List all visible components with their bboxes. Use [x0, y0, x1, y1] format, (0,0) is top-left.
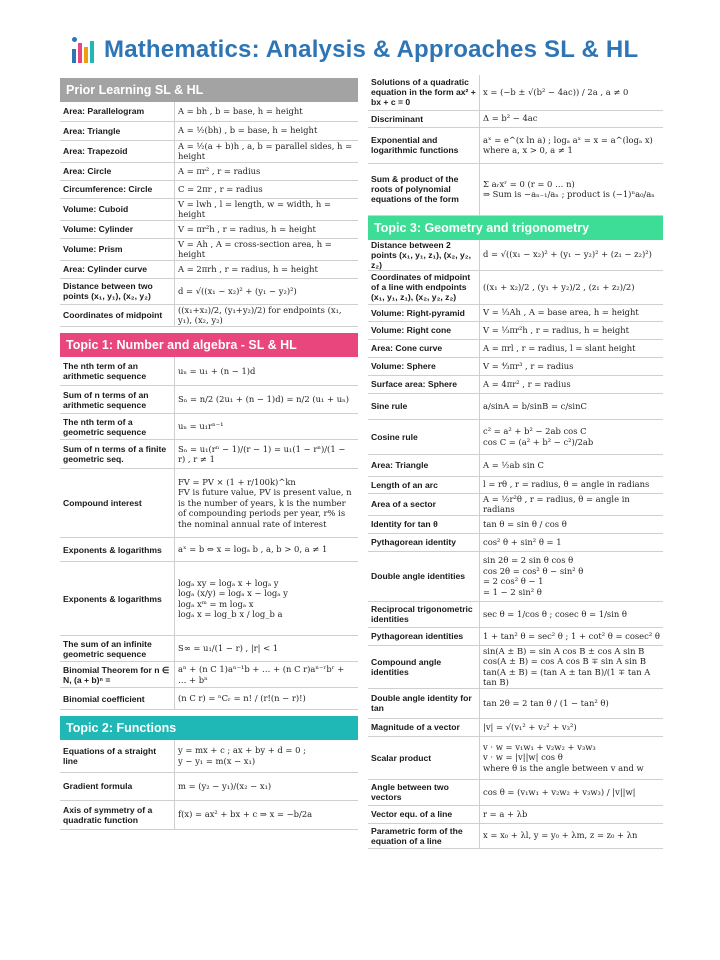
section-header-prior-learning: Prior Learning SL & HL [60, 78, 358, 102]
formula-row [368, 270, 663, 304]
formula-label: Sum of n terms of an arithmetic sequence [60, 386, 175, 414]
formula-expression: Σ aᵣxʳ = 0 (r = 0 … n) ⇒ Sum is −aₙ₋₁/aₙ ; product is (−1)ⁿa₀/aₙ [480, 163, 664, 215]
formula-label: Sine rule [368, 393, 480, 419]
formula-row [60, 772, 358, 800]
formula-row [368, 551, 663, 601]
formula-row [368, 357, 663, 375]
formula-label: Vector equ. of a line [368, 805, 480, 823]
formula-row [60, 140, 358, 162]
formula-row [368, 779, 663, 805]
formula-label: Pythagorean identity [368, 533, 480, 551]
formula-row [368, 688, 663, 718]
formula-label: Solutions of a quadratic equation in the form ax² + bx + c = 0 [368, 75, 480, 110]
document-title: Mathematics: Analysis & Approaches SL & HL [104, 36, 639, 63]
formula-expression: y = mx + c ; ax + by + d = 0 ; y − y₁ = m(x − x₁) [175, 740, 359, 772]
formula-label: Distance between two points (x₁, y₁), (x₂, y₂) [60, 278, 175, 304]
formula-expression: logₐ xy = logₐ x + logₐ y logₐ (x/y) = logₐ x − logₐ y logₐ xᵐ = m logₐ x logₐ x = log_b x / log_b a [175, 562, 359, 636]
left-column [60, 78, 358, 830]
formula-label: Exponential and logarithmic functions [368, 127, 480, 163]
formula-table-topic-2 [60, 740, 358, 830]
formula-label: Binomial coefficient [60, 688, 175, 710]
document-title-bar [72, 30, 638, 70]
formula-row [60, 357, 358, 386]
section-header-topic-3: Topic 3: Geometry and trigonometry [368, 216, 663, 240]
formula-label: Volume: Cuboid [60, 198, 175, 220]
formula-label: Coordinates of midpoint [60, 304, 175, 326]
formula-expression: A = ½(a + b)h , a, b = parallel sides, h = height [175, 140, 359, 162]
formula-row [60, 562, 358, 636]
formula-row [368, 493, 663, 515]
formula-label: Sum & product of the roots of polynomial equations of the form [368, 163, 480, 215]
formula-label: Gradient formula [60, 772, 175, 800]
formula-table-prior-learning [60, 102, 358, 327]
formula-label: Surface area: Sphere [368, 375, 480, 393]
formula-expression: f(x) = ax² + bx + c ⇒ x = −b/2a [175, 800, 359, 829]
formula-table-topic-2-continued [368, 75, 663, 216]
formula-table-topic-1 [60, 357, 358, 711]
formula-table-topic-3 [368, 240, 663, 849]
formula-expression: S∞ = u₁/(1 − r) , |r| < 1 [175, 636, 359, 662]
formula-expression: tan θ = sin θ / cos θ [480, 515, 664, 533]
formula-row [368, 533, 663, 551]
formula-label: The nth term of a geometric sequence [60, 414, 175, 440]
formula-expression: FV = PV × (1 + r/100k)^kn FV is future value, PV is present value, n is the number of years, k is the number of compounding periods per year, r% is the nominal annual rate of interest [175, 469, 359, 538]
formula-expression: Sₙ = u₁(rⁿ − 1)/(r − 1) = u₁(1 − rⁿ)/(1 − r) , r ≠ 1 [175, 440, 359, 469]
formula-row [368, 393, 663, 419]
formula-expression: aˣ = e^(x ln a) ; logₐ aˣ = x = a^(logₐ x) where a, x > 0, a ≠ 1 [480, 127, 664, 163]
formula-expression: A = ½ab sin C [480, 454, 664, 476]
formula-row [60, 414, 358, 440]
formula-label: Volume: Right cone [368, 321, 480, 339]
formula-expression: ((x₁ + x₂)/2 , (y₁ + y₂)/2 , (z₁ + z₂)/2) [480, 270, 664, 304]
formula-label: Volume: Prism [60, 238, 175, 260]
formula-row [368, 718, 663, 736]
formula-expression: l = rθ , r = radius, θ = angle in radians [480, 476, 664, 493]
formula-row [368, 375, 663, 393]
formula-expression: uₙ = u₁ + (n − 1)d [175, 357, 359, 386]
formula-row [60, 198, 358, 220]
formula-expression: r = a + λb [480, 805, 664, 823]
formula-row [368, 823, 663, 848]
formula-expression: ((x₁+x₂)/2, (y₁+y₂)/2) for endpoints (x₁, y₁), (x₂, y₂) [175, 304, 359, 326]
formula-label: Cosine rule [368, 419, 480, 454]
formula-expression: A = πrl , r = radius, l = slant height [480, 339, 664, 357]
formula-label: The sum of an infinite geometric sequence [60, 636, 175, 662]
formula-expression: V = lwh , l = length, w = width, h = height [175, 198, 359, 220]
formula-expression: A = bh , b = base, h = height [175, 102, 359, 121]
formula-row [368, 110, 663, 127]
formula-label: Parametric form of the equation of a line [368, 823, 480, 848]
formula-expression: d = √((x₁ − x₂)² + (y₁ − y₂)² + (z₁ − z₂)²) [480, 240, 664, 271]
formula-expression: a/sinA = b/sinB = c/sinC [480, 393, 664, 419]
formula-expression: Δ = b² − 4ac [480, 110, 664, 127]
formula-label: Scalar product [368, 736, 480, 779]
formula-expression: cos² θ + sin² θ = 1 [480, 533, 664, 551]
formula-expression: aˣ = b ⇔ x = logₐ b , a, b > 0, a ≠ 1 [175, 538, 359, 562]
formula-label: Angle between two vectors [368, 779, 480, 805]
formula-expression: V = ⁴⁄₃πr³ , r = radius [480, 357, 664, 375]
formula-row [368, 304, 663, 321]
formula-expression: Sₙ = n/2 (2u₁ + (n − 1)d) = n/2 (u₁ + uₙ) [175, 386, 359, 414]
section-header-topic-1: Topic 1: Number and algebra - SL & HL [60, 333, 358, 357]
formula-row [368, 127, 663, 163]
bar-chart-logo-icon [72, 37, 96, 63]
formula-row [368, 515, 663, 533]
formula-row [60, 304, 358, 326]
formula-row [60, 102, 358, 121]
formula-label: Double angle identities [368, 551, 480, 601]
formula-row [60, 220, 358, 238]
formula-row [368, 627, 663, 645]
right-column [368, 75, 663, 849]
formula-label: Binomial Theorem for n ∈ N, (a + b)ⁿ = [60, 662, 175, 688]
formula-row [368, 454, 663, 476]
formula-expression: c² = a² + b² − 2ab cos C cos C = (a² + b² − c²)/2ab [480, 419, 664, 454]
formula-expression: A = 2πrh , r = radius, h = height [175, 260, 359, 278]
formula-label: Distance between 2 points (x₁, y₁, z₁), (x₂, y₂, z₂) [368, 240, 480, 271]
formula-label: The nth term of an arithmetic sequence [60, 357, 175, 386]
formula-expression: A = 4πr² , r = radius [480, 375, 664, 393]
formula-expression: A = ½(bh) , b = base, h = height [175, 121, 359, 140]
formula-label: Volume: Right-pyramid [368, 304, 480, 321]
formula-row [60, 800, 358, 829]
formula-label: Equations of a straight line [60, 740, 175, 772]
formula-row [60, 469, 358, 538]
formula-label: Area of a sector [368, 493, 480, 515]
formula-label: Double angle identity for tan [368, 688, 480, 718]
formula-label: Exponents & logarithms [60, 562, 175, 636]
formula-label: Coordinates of midpoint of a line with endpoints (x₁, y₁, z₁), (x₂, y₂, z₂) [368, 270, 480, 304]
formula-row [60, 260, 358, 278]
formula-label: Volume: Sphere [368, 357, 480, 375]
formula-row [368, 476, 663, 493]
formula-expression: x = x₀ + λl, y = y₀ + λm, z = z₀ + λn [480, 823, 664, 848]
formula-expression: V = Ah , A = cross-section area, h = height [175, 238, 359, 260]
formula-expression: 1 + tan² θ = sec² θ ; 1 + cot² θ = cosec² θ [480, 627, 664, 645]
formula-label: Area: Cone curve [368, 339, 480, 357]
formula-label: Area: Trapezoid [60, 140, 175, 162]
formula-label: Compound interest [60, 469, 175, 538]
formula-expression: sin 2θ = 2 sin θ cos θ cos 2θ = cos² θ − sin² θ = 2 cos² θ − 1 = 1 − 2 sin² θ [480, 551, 664, 601]
formula-row [60, 662, 358, 688]
formula-expression: |v| = √(v₁² + v₂² + v₃²) [480, 718, 664, 736]
formula-row [368, 419, 663, 454]
formula-expression: sin(A ± B) = sin A cos B ± cos A sin B cos(A ± B) = cos A cos B ∓ sin A sin B tan(A ± B) = (tan A ± tan B)/(1 ∓ tan A tan B) [480, 645, 664, 688]
formula-label: Area: Parallelogram [60, 102, 175, 121]
formula-label: Area: Cylinder curve [60, 260, 175, 278]
formula-expression: sec θ = 1/cos θ ; cosec θ = 1/sin θ [480, 601, 664, 627]
formula-row [368, 240, 663, 271]
formula-expression: C = 2πr , r = radius [175, 180, 359, 198]
formula-row [60, 238, 358, 260]
formula-label: Exponents & logarithms [60, 538, 175, 562]
formula-label: Area: Circle [60, 162, 175, 180]
formula-label: Area: Triangle [60, 121, 175, 140]
formula-label: Identity for tan θ [368, 515, 480, 533]
formula-expression: aⁿ + (n C 1)aⁿ⁻¹b + … + (n C r)aⁿ⁻ʳbʳ + … + bⁿ [175, 662, 359, 688]
formula-label: Pythagorean identities [368, 627, 480, 645]
formula-expression: x = (−b ± √(b² − 4ac)) / 2a , a ≠ 0 [480, 75, 664, 110]
formula-label: Length of an arc [368, 476, 480, 493]
formula-row [368, 163, 663, 215]
section-header-topic-2: Topic 2: Functions [60, 716, 358, 740]
formula-row [60, 740, 358, 772]
formula-row [368, 601, 663, 627]
formula-row [368, 339, 663, 357]
formula-label: Area: Triangle [368, 454, 480, 476]
formula-expression: (n C r) = ⁿCᵣ = n! / (r!(n − r)!) [175, 688, 359, 710]
formula-label: Discriminant [368, 110, 480, 127]
formula-label: Sum of n terms of a finite geometric seq. [60, 440, 175, 469]
formula-expression: v · w = v₁w₁ + v₂w₂ + v₃w₃ v · w = |v||w| cos θ where θ is the angle between v and w [480, 736, 664, 779]
formula-row [368, 805, 663, 823]
formula-row [368, 736, 663, 779]
formula-label: Volume: Cylinder [60, 220, 175, 238]
formula-expression: cos θ = (v₁w₁ + v₂w₂ + v₃w₃) / |v||w| [480, 779, 664, 805]
formula-row [60, 688, 358, 710]
formula-expression: V = ⅓πr²h , r = radius, h = height [480, 321, 664, 339]
formula-row [60, 121, 358, 140]
formula-row [368, 645, 663, 688]
formula-row [368, 75, 663, 110]
formula-row [60, 386, 358, 414]
formula-expression: uₙ = u₁rⁿ⁻¹ [175, 414, 359, 440]
formula-row [60, 440, 358, 469]
formula-row [368, 321, 663, 339]
formula-row [60, 162, 358, 180]
formula-expression: tan 2θ = 2 tan θ / (1 − tan² θ) [480, 688, 664, 718]
formula-label: Magnitude of a vector [368, 718, 480, 736]
formula-label: Circumference: Circle [60, 180, 175, 198]
formula-row [60, 538, 358, 562]
formula-expression: A = πr² , r = radius [175, 162, 359, 180]
formula-row [60, 278, 358, 304]
formula-label: Axis of symmetry of a quadratic function [60, 800, 175, 829]
formula-expression: d = √((x₁ − x₂)² + (y₁ − y₂)²) [175, 278, 359, 304]
formula-row [60, 636, 358, 662]
formula-label: Compound angle identities [368, 645, 480, 688]
formula-label: Reciprocal trigonometric identities [368, 601, 480, 627]
formula-expression: V = πr²h , r = radius, h = height [175, 220, 359, 238]
formula-row [60, 180, 358, 198]
formula-expression: m = (y₂ − y₁)/(x₂ − x₁) [175, 772, 359, 800]
formula-expression: V = ⅓Ah , A = base area, h = height [480, 304, 664, 321]
formula-expression: A = ½r²θ , r = radius, θ = angle in radians [480, 493, 664, 515]
